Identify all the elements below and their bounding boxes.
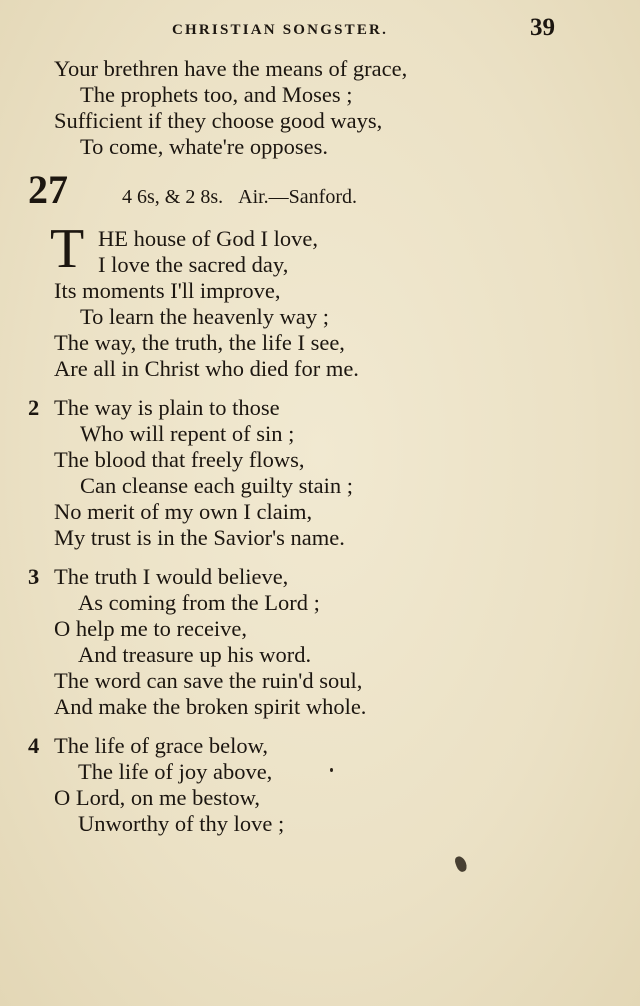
- verse-line: The life of grace below,: [54, 733, 269, 758]
- verse-line: The word can save the ruin'd soul,: [54, 668, 363, 693]
- verse-line: The prophets too, and Moses ;: [80, 82, 353, 107]
- verse-line: And make the broken spirit whole.: [54, 694, 367, 719]
- stanza-number: 2: [28, 395, 40, 420]
- verse-line: The way is plain to those: [54, 395, 280, 420]
- running-title: CHRISTIAN SONGSTER.: [172, 22, 389, 38]
- drop-cap: T: [50, 218, 85, 280]
- verse-line: And treasure up his word.: [78, 642, 312, 667]
- verse-line: Who will repent of sin ;: [80, 421, 295, 446]
- verse-line: The life of joy above,: [78, 759, 273, 784]
- verse-line: The way, the truth, the life I see,: [54, 330, 345, 355]
- verse-line: Are all in Christ who died for me.: [54, 356, 359, 381]
- verse-line: Its moments I'll improve,: [54, 278, 281, 303]
- verse-line: Sufficient if they choose good ways,: [54, 108, 383, 133]
- hymn-number: 27: [28, 167, 68, 212]
- stanza-number: 4: [28, 733, 40, 758]
- verse-line: O help me to receive,: [54, 616, 248, 641]
- verse-line: Your brethren have the means of grace,: [54, 56, 408, 81]
- ink-speck: [330, 768, 333, 772]
- verse-line: Can cleanse each guilty stain ;: [80, 473, 354, 498]
- ink-smudge: [454, 855, 469, 873]
- page-number: 39: [530, 14, 555, 41]
- verse-line: No merit of my own I claim,: [54, 499, 313, 524]
- verse-line: Unworthy of thy love ;: [78, 811, 285, 836]
- verse-line: The truth I would believe,: [54, 564, 289, 589]
- hymn-air: Air.—Sanford.: [238, 186, 358, 208]
- verse-line: I love the sacred day,: [98, 252, 289, 277]
- hymn-meter: 4 6s, & 2 8s.: [122, 186, 224, 208]
- verse-line: To learn the heavenly way ;: [80, 304, 329, 329]
- hymn-meter-line: [122, 184, 357, 210]
- verse-line: To come, whate're opposes.: [80, 134, 329, 159]
- verse-line: As coming from the Lord ;: [78, 590, 320, 615]
- running-head: [0, 14, 640, 48]
- verse-line: The blood that freely flows,: [54, 447, 305, 472]
- stanza-number: 3: [28, 564, 40, 589]
- verse-line: My trust is in the Savior's name.: [54, 525, 345, 550]
- verse-line: HE house of God I love,: [98, 226, 318, 251]
- verse-line: O Lord, on me bestow,: [54, 785, 261, 810]
